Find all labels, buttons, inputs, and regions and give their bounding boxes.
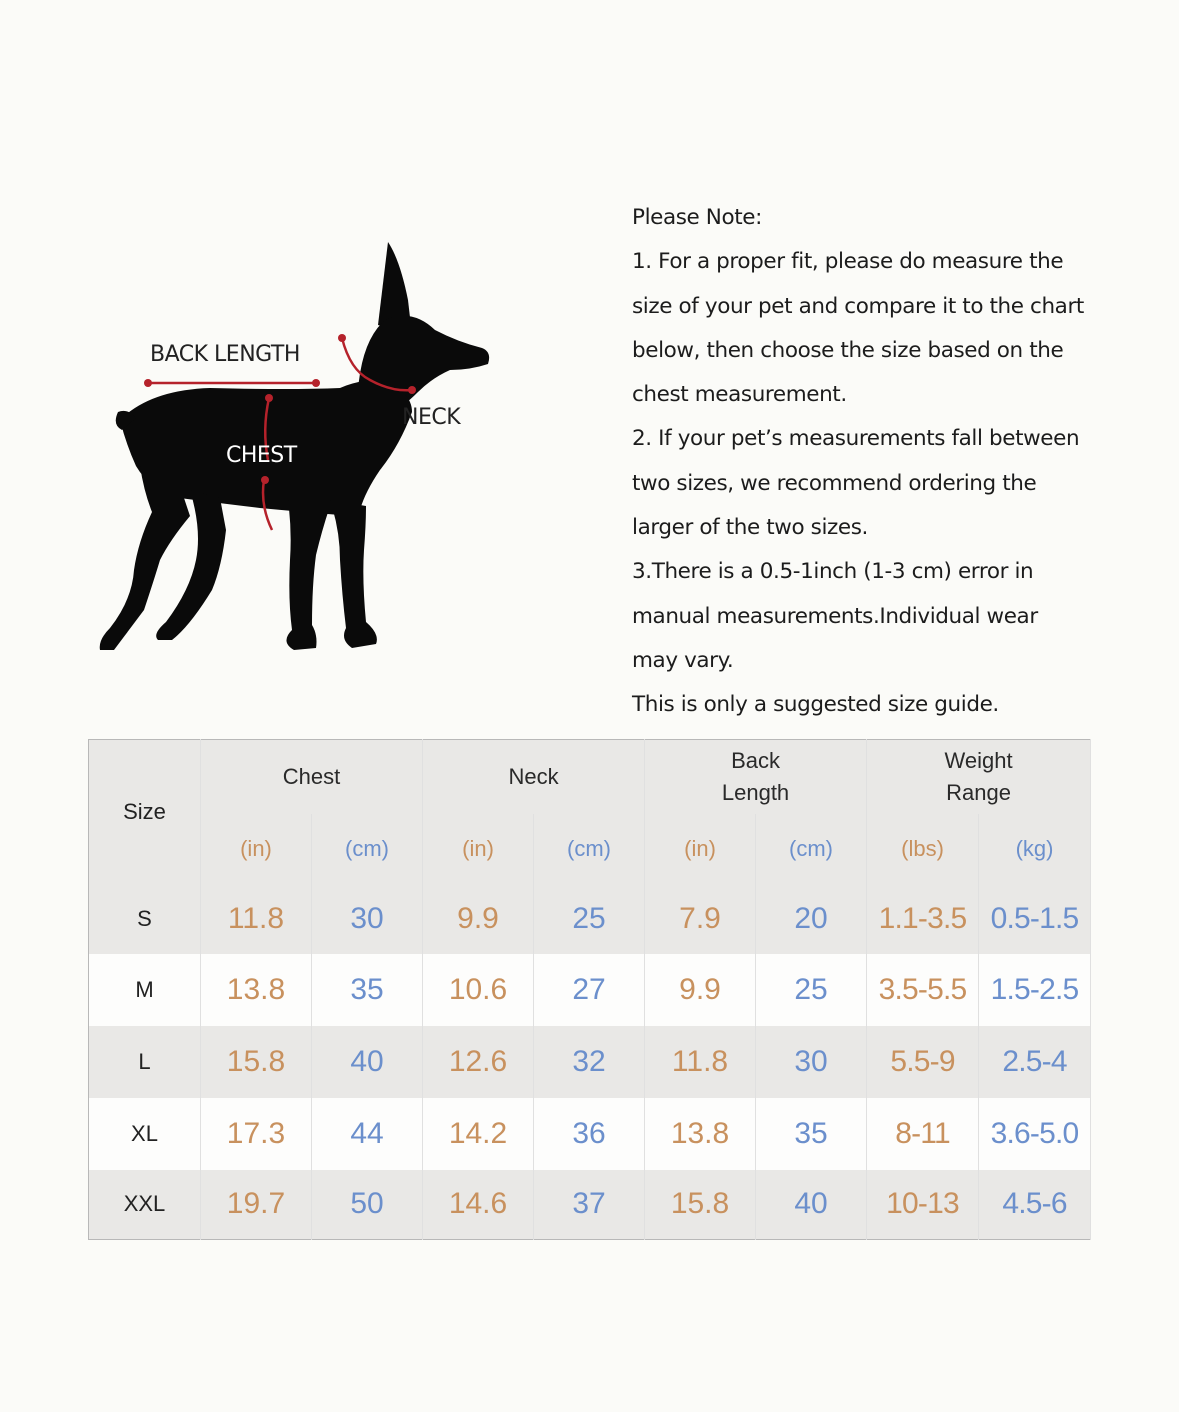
weight-lbs-cell: 10-13: [867, 1170, 979, 1240]
weight-lbs-cell: 8-11: [867, 1098, 979, 1170]
chest-cm-cell: 40: [312, 1026, 423, 1098]
unit-label: (cm): [534, 814, 645, 884]
unit-label: (lbs): [867, 814, 979, 884]
back-in-cell: 7.9: [645, 884, 756, 954]
neck-in-cell: 9.9: [423, 884, 534, 954]
chest-header: Chest: [201, 740, 423, 814]
unit-label: (in): [201, 814, 312, 884]
back-cm-cell: 35: [756, 1098, 867, 1170]
back-length-label: BACK LENGTH: [150, 342, 300, 367]
chest-cm-cell: 44: [312, 1098, 423, 1170]
weight-lbs-cell: 5.5-9: [867, 1026, 979, 1098]
weight-lbs-cell: 3.5-5.5: [867, 954, 979, 1026]
neck-label: NECK: [402, 405, 461, 430]
unit-label: (in): [423, 814, 534, 884]
back-cm-cell: 25: [756, 954, 867, 1026]
neck-cm-cell: 37: [534, 1170, 645, 1240]
weight-kg-cell: 1.5-2.5: [979, 954, 1091, 1026]
table-row: [89, 884, 1091, 954]
size-cell: L: [89, 1026, 201, 1098]
chest-cm-cell: 35: [312, 954, 423, 1026]
neck-in-cell: 14.6: [423, 1170, 534, 1240]
notes-line: larger of the two sizes.: [632, 515, 868, 541]
notes-line: manual measurements.Individual wear: [632, 603, 1038, 629]
chest-in-cell: 13.8: [201, 954, 312, 1026]
weight-kg-cell: 3.6-5.0: [979, 1098, 1091, 1170]
size-header: Size: [89, 740, 201, 884]
neck-in-cell: 10.6: [423, 954, 534, 1026]
unit-label: (kg): [979, 814, 1091, 884]
back-length-header: Back Length: [645, 740, 867, 814]
notes-footer: This is only a suggested size guide.: [632, 692, 999, 718]
unit-label: (cm): [312, 814, 423, 884]
neck-cm-cell: 25: [534, 884, 645, 954]
neck-in-cell: 14.2: [423, 1098, 534, 1170]
size-cell: XL: [89, 1098, 201, 1170]
chest-in-cell: 17.3: [201, 1098, 312, 1170]
notes-line: two sizes, we recommend ordering the: [632, 470, 1037, 496]
notes-line: below, then choose the size based on the: [632, 337, 1064, 363]
size-notes: [632, 196, 1152, 728]
notes-line: 2. If your pet’s measurements fall between: [632, 426, 1080, 452]
weight-kg-cell: 4.5-6: [979, 1170, 1091, 1240]
back-in-cell: 9.9: [645, 954, 756, 1026]
back-in-cell: 13.8: [645, 1098, 756, 1170]
notes-line: 1. For a proper fit, please do measure the: [632, 249, 1064, 275]
size-cell: XXL: [89, 1170, 201, 1240]
table-row: [89, 1098, 1091, 1170]
chest-label: CHEST: [226, 443, 297, 468]
back-in-cell: 11.8: [645, 1026, 756, 1098]
chest-in-cell: 11.8: [201, 884, 312, 954]
neck-in-cell: 12.6: [423, 1026, 534, 1098]
size-cell: S: [89, 884, 201, 954]
weight-kg-cell: 0.5-1.5: [979, 884, 1091, 954]
weight-kg-cell: 2.5-4: [979, 1026, 1091, 1098]
chest-in-cell: 15.8: [201, 1026, 312, 1098]
unit-label: (cm): [756, 814, 867, 884]
chest-in-cell: 19.7: [201, 1170, 312, 1240]
table-row: [89, 1170, 1091, 1240]
table-row: [89, 954, 1091, 1026]
neck-cm-cell: 32: [534, 1026, 645, 1098]
neck-cm-cell: 27: [534, 954, 645, 1026]
notes-title: Please Note:: [632, 205, 762, 230]
back-cm-cell: 30: [756, 1026, 867, 1098]
notes-line: chest measurement.: [632, 382, 847, 408]
notes-line: may vary.: [632, 647, 734, 673]
weight-range-header: Weight Range: [867, 740, 1091, 814]
back-cm-cell: 40: [756, 1170, 867, 1240]
unit-label: (in): [645, 814, 756, 884]
size-cell: M: [89, 954, 201, 1026]
chest-cm-cell: 30: [312, 884, 423, 954]
neck-header: Neck: [423, 740, 645, 814]
neck-cm-cell: 36: [534, 1098, 645, 1170]
back-cm-cell: 20: [756, 884, 867, 954]
back-in-cell: 15.8: [645, 1170, 756, 1240]
notes-line: 3.There is a 0.5-1inch (1-3 cm) error in: [632, 559, 1034, 585]
size-chart-table: [88, 739, 1091, 1240]
chest-cm-cell: 50: [312, 1170, 423, 1240]
table-row: [89, 1026, 1091, 1098]
notes-line: size of your pet and compare it to the chart: [632, 293, 1084, 319]
weight-lbs-cell: 1.1-3.5: [867, 884, 979, 954]
